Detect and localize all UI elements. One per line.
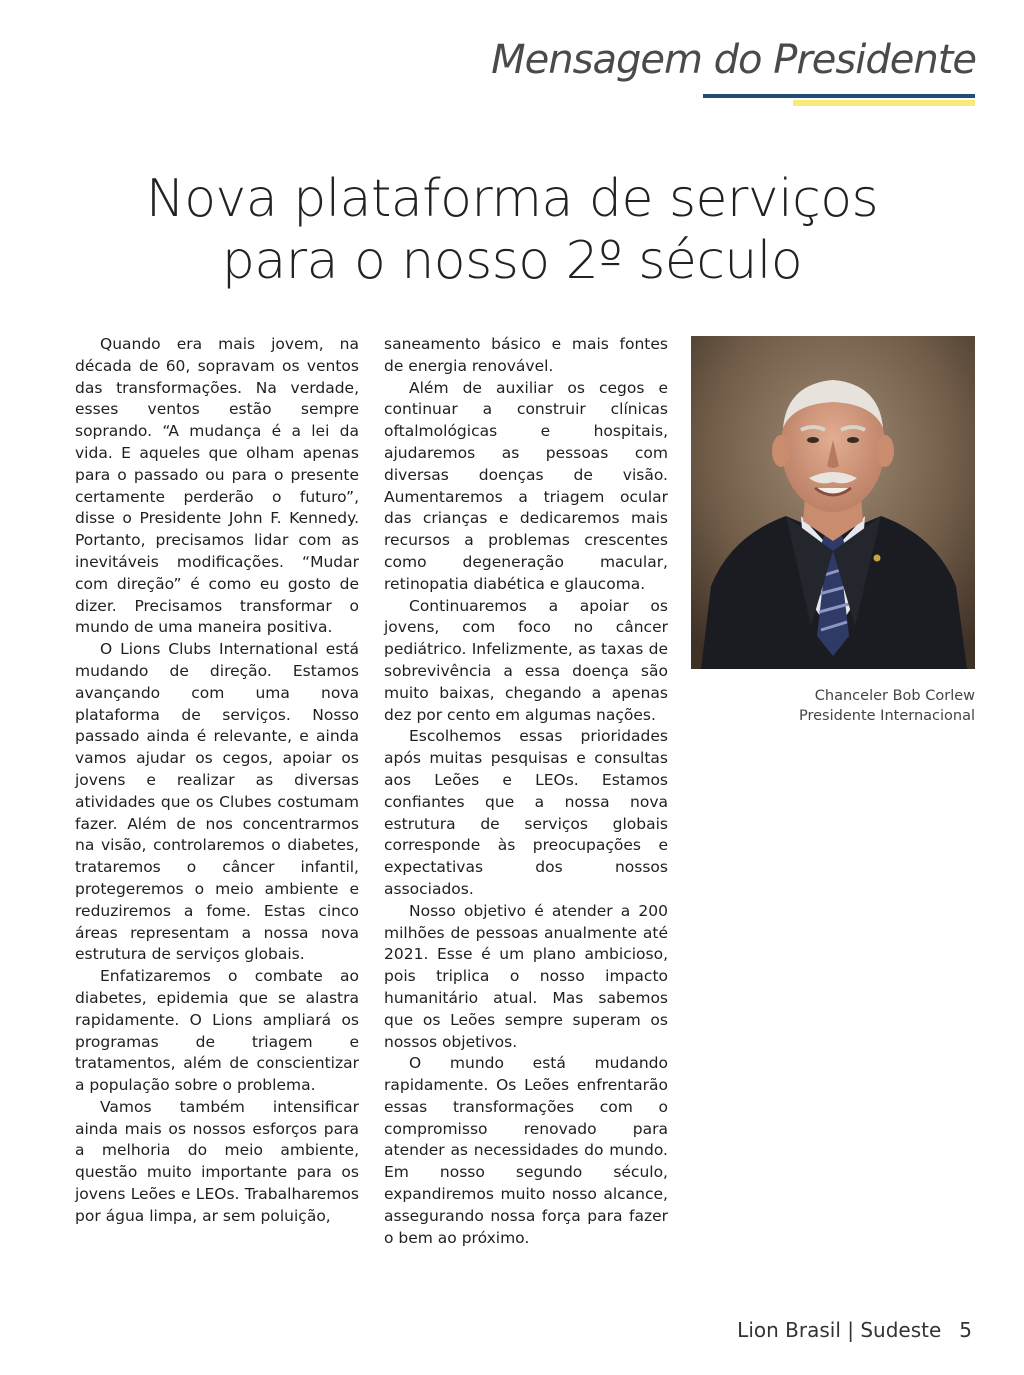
- article-headline: [0, 168, 1024, 292]
- section-header: [491, 38, 976, 82]
- page-footer: [737, 1318, 972, 1342]
- paragraph: Nosso objetivo é atender a 200 milhões de pessoas anualmente até 2021. Esse é um plano ambicioso, pois triplica o nosso impacto humanitário atual. Mas sabemos que os Leões sempre superam os nossos objetivos.: [384, 901, 668, 1051]
- paragraph: Além de auxiliar os cegos e continuar a construir clínicas oftalmológicas e hospitais, ajudaremos as pessoas com diversas doenças de visão. Aumentaremos a triagem ocular das crianças e dedicaremos mais recursos a problemas crescentes como degeneração macular, retinopatia diabética e glaucoma.: [384, 378, 668, 593]
- article-column-2: [384, 334, 668, 1249]
- paragraph: Enfatizaremos o combate ao diabetes, epidemia que se alastra rapidamente. O Lions ampliará os programas de triagem e tratamentos, além de conscientizar a população sobre o problema.: [75, 967, 359, 1095]
- publication-name: Lion Brasil | Sudeste: [737, 1318, 942, 1342]
- headline-line-2: para o nosso 2º século: [221, 231, 803, 291]
- photo-caption: [799, 686, 975, 726]
- article-column-1: [75, 334, 359, 1228]
- paragraph: Continuaremos a apoiar os jovens, com foco no câncer pediátrico. Infelizmente, as taxas de sobrevivência a essa doença são muito baixas, chegando a apenas dez por cento em algumas nações.: [384, 596, 668, 724]
- paragraph: O Lions Clubs International está mudando de direção. Estamos avançando com uma nova plataforma de serviços. Nosso passado ainda é relevante, e ainda vamos ajudar os cegos, apoiar os jovens e realizar as diversas atividades que os Clubes costumam fazer. Além de nos concentrarmos na visão, controlaremos o diabetes, trataremos o câncer infantil, protegeremos o meio ambiente e reduziremos a fome. Estas cinco áreas representam a nossa nova estrutura de serviços globais.: [75, 640, 359, 964]
- paragraph: Vamos também intensificar ainda mais os nossos esforços para a melhoria do meio ambiente, questão muito importante para os jovens Leões e LEOs. Trabalharemos por água limpa, ar sem poluição,: [75, 1097, 359, 1225]
- headline-line-1: Nova plataforma de serviços: [145, 169, 879, 229]
- header-rule-blue: [703, 94, 975, 98]
- paragraph: Quando era mais jovem, na década de 60, sopravam os ventos das transformações. Na verdade, esses ventos estão sempre soprando. “A mudança é a lei da vida. E aqueles que olham apenas para o passado ou para o presente certamente perderão o futuro”, disse o Presidente John F. Kennedy. Portanto, precisamos lidar com as inevitáveis modificações. “Mudar com direção” é como eu gosto de dizer. Precisamos transformar o mundo de uma maneira positiva.: [75, 335, 359, 637]
- portrait-illustration: [691, 336, 975, 669]
- section-title: Mensagem do Presidente: [491, 37, 976, 83]
- president-portrait-photo: [691, 336, 975, 669]
- header-rule-yellow: [793, 100, 975, 106]
- paragraph-continuation: saneamento básico e mais fontes de energia renovável.: [384, 335, 668, 375]
- page-number: 5: [959, 1318, 972, 1342]
- caption-title: Presidente Internacional: [799, 708, 975, 724]
- caption-name: Chanceler Bob Corlew: [814, 688, 975, 704]
- paragraph: O mundo está mudando rapidamente. Os Leões enfrentarão essas transformações com o compromisso renovado para atender as necessidades do mundo. Em nosso segundo século, expandiremos muito nosso alcance, assegurando nossa força para fazer o bem ao próximo.: [384, 1054, 668, 1247]
- paragraph: Escolhemos essas prioridades após muitas pesquisas e consultas aos Leões e LEOs. Estamos confiantes que a nossa nova estrutura de serviços globais corresponde às preocupações e expectativas dos nossos associados.: [384, 727, 668, 898]
